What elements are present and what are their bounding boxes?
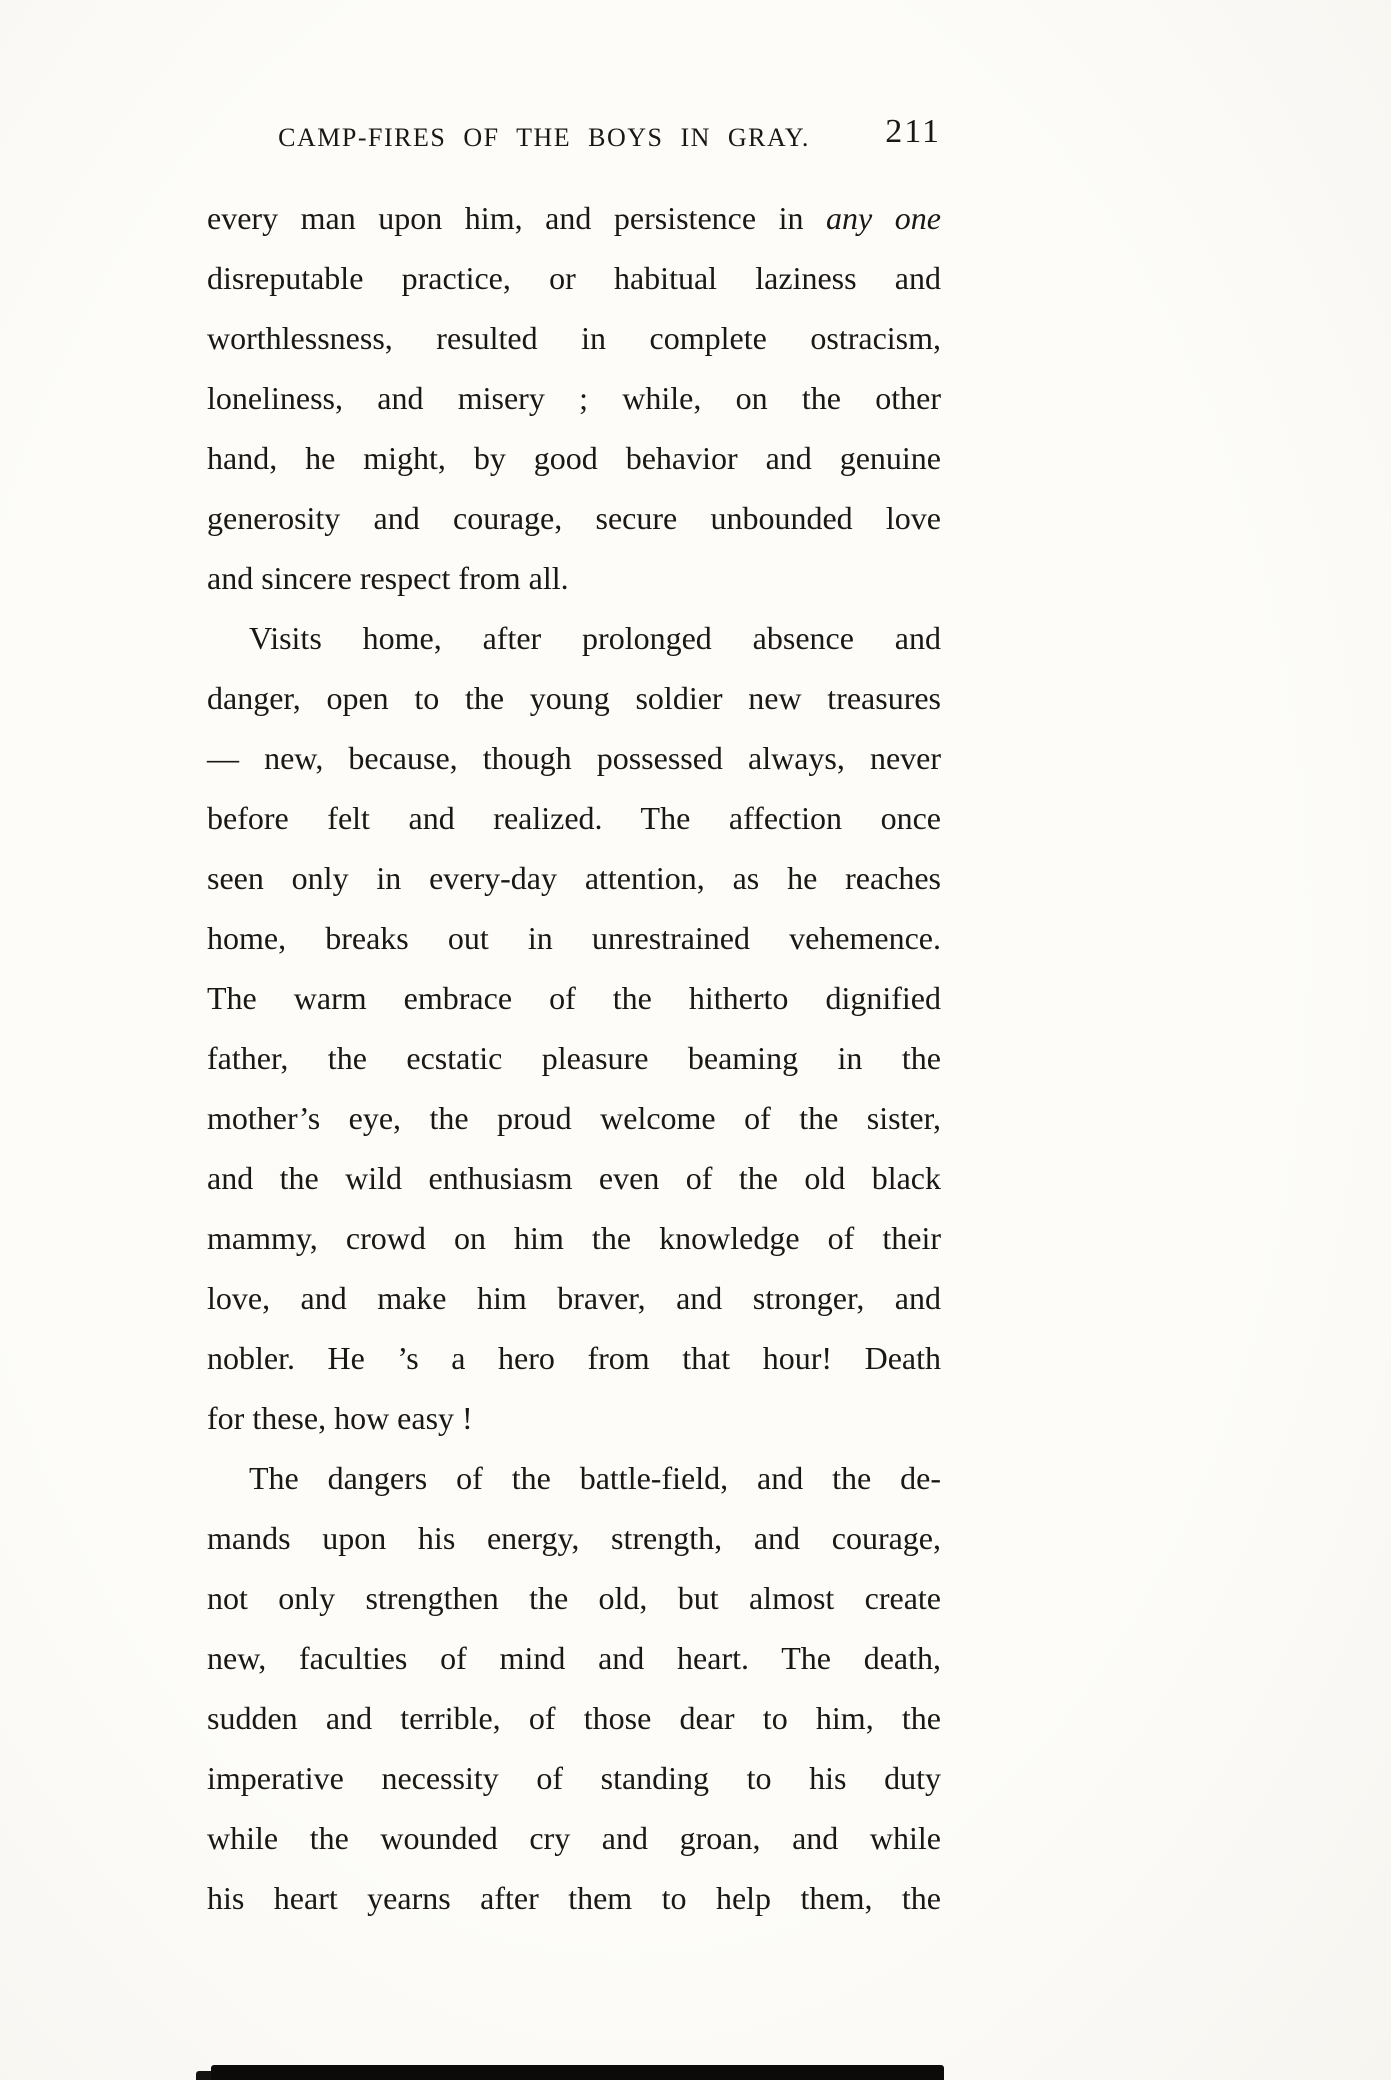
text-line: The warm embrace of the hitherto dignified [207, 980, 941, 1016]
text-line: and sincere respect from all. [207, 560, 569, 596]
text-line: his heart yearns after them to help them, the [207, 1880, 941, 1916]
text-line: for these, how easy ! [207, 1400, 473, 1436]
text-line: love, and make him braver, and stronger, and [207, 1280, 941, 1316]
text-line: mother’s eye, the proud welcome of the sister, [207, 1100, 941, 1136]
text-line: disreputable practice, or habitual laziness and [207, 260, 941, 296]
text-line: father, the ecstatic pleasure beaming in the [207, 1040, 941, 1076]
text-line: — new, because, though possessed always, never [207, 740, 941, 776]
text-line: generosity and courage, secure unbounded love [207, 500, 941, 536]
body-text [207, 188, 941, 1928]
text-line: before felt and realized. The affection once [207, 800, 941, 836]
text-line: The dangers of the battle-field, and the de- [249, 1460, 941, 1496]
italic-text: any one [826, 200, 942, 236]
text-line: not only strengthen the old, but almost create [207, 1580, 941, 1616]
running-head [207, 113, 941, 164]
text-line: imperative necessity of standing to his duty [207, 1760, 941, 1796]
text-line: loneliness, and misery ; while, on the other [207, 380, 941, 416]
text-line: danger, open to the young soldier new treasures [207, 680, 941, 716]
text-line: sudden and terrible, of those dear to him, the [207, 1700, 941, 1736]
text-line: every man upon him, and persistence in any one [207, 200, 942, 236]
text-line: mammy, crowd on him the knowledge of their [207, 1220, 941, 1256]
running-head-title: CAMP-FIRES OF THE BOYS IN GRAY. [278, 123, 810, 152]
text-line: new, faculties of mind and heart. The death, [207, 1640, 941, 1676]
text-line: and the wild enthusiasm even of the old black [207, 1160, 941, 1196]
text-line: mands upon his energy, strength, and courage, [207, 1520, 941, 1556]
text-line: nobler. He ’s a hero from that hour! Death [207, 1340, 941, 1376]
scan-artifact-bar [211, 2065, 944, 2080]
text-line: hand, he might, by good behavior and genuine [207, 440, 941, 476]
text-line: Visits home, after prolonged absence and [249, 620, 941, 656]
page-number: 211 [885, 113, 941, 150]
text-column [207, 113, 942, 1928]
text-line: home, breaks out in unrestrained vehemence. [207, 920, 941, 956]
text-line: while the wounded cry and groan, and while [207, 1820, 941, 1856]
text-line: seen only in every-day attention, as he reaches [207, 860, 941, 896]
text-line: worthlessness, resulted in complete ostracism, [207, 320, 941, 356]
